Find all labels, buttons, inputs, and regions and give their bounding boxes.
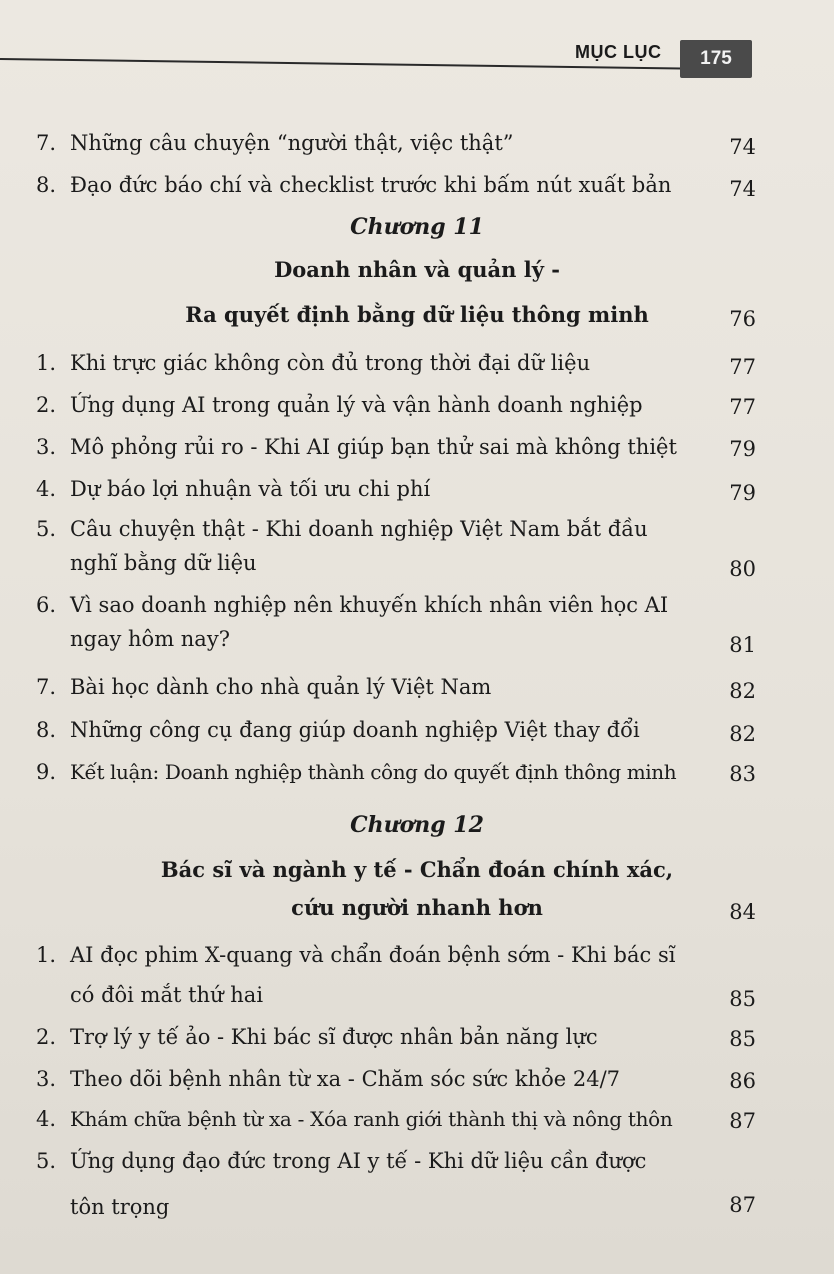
- entry-number: 9.: [36, 760, 57, 784]
- entry-number: 2.: [36, 393, 57, 417]
- entry-title-continued: có đôi mắt thứ hai: [70, 983, 264, 1007]
- toc-entry: [36, 432, 756, 462]
- entry-page: 74: [729, 135, 756, 159]
- entry-title: Vì sao doanh nghiệp nên khuyến khích nhân viên học AI: [70, 593, 669, 617]
- chapter-title-line2: cứu người nhanh hơn: [291, 895, 543, 920]
- entry-number: 2.: [36, 1025, 57, 1049]
- entry-page: 77: [729, 355, 756, 379]
- entry-title: Kết luận: Doanh nghiệp thành công do quyết định thông minh: [70, 760, 677, 784]
- entry-title: Đạo đức báo chí và checklist trước khi bấm nút xuất bản: [70, 173, 672, 197]
- entry-number: 3.: [36, 435, 57, 459]
- entry-title: Ứng dụng AI trong quản lý và vận hành doanh nghiệp: [70, 393, 643, 417]
- entry-number: 7.: [36, 675, 57, 699]
- toc-entry: [36, 590, 756, 662]
- entry-number: 5.: [36, 517, 57, 541]
- entry-page: 83: [729, 762, 756, 786]
- entry-page: 77: [729, 395, 756, 419]
- entry-page: 87: [729, 1109, 756, 1133]
- entry-page: 86: [729, 1069, 756, 1093]
- entry-title: AI đọc phim X-quang và chẩn đoán bệnh sớm - Khi bác sĩ: [70, 943, 676, 967]
- chapter-page: 84: [729, 900, 756, 924]
- entry-number: 7.: [36, 131, 57, 155]
- entry-title-continued: ngay hôm nay?: [70, 627, 230, 651]
- toc-entry: [36, 1064, 756, 1094]
- toc-entry: [36, 1104, 756, 1134]
- toc-entry: [36, 128, 756, 158]
- entry-number: 8.: [36, 718, 57, 742]
- entry-number: 4.: [36, 1107, 57, 1131]
- entry-page: 81: [729, 633, 756, 657]
- entry-page: 82: [729, 722, 756, 746]
- toc-entry: [36, 390, 756, 420]
- entry-number: 1.: [36, 351, 57, 375]
- entry-title-continued: nghĩ bằng dữ liệu: [70, 551, 257, 575]
- entry-title: Bài học dành cho nhà quản lý Việt Nam: [70, 675, 492, 699]
- chapter-label: Chương 11: [350, 214, 484, 240]
- toc-entry: [36, 715, 756, 745]
- entry-title: Dự báo lợi nhuận và tối ưu chi phí: [70, 477, 431, 501]
- entry-page: 87: [729, 1193, 756, 1217]
- toc-entry: [36, 757, 756, 787]
- entry-page: 85: [729, 987, 756, 1011]
- toc-entry: [36, 474, 756, 504]
- entry-page: 79: [729, 481, 756, 505]
- toc-entry: [36, 672, 756, 702]
- entry-page: 85: [729, 1027, 756, 1051]
- entry-page: 80: [729, 557, 756, 581]
- entry-number: 5.: [36, 1149, 57, 1173]
- entry-number: 8.: [36, 173, 57, 197]
- entry-page: 82: [729, 679, 756, 703]
- toc-entry: [36, 940, 756, 1012]
- entry-title-continued: tôn trọng: [70, 1195, 170, 1219]
- chapter-label: Chương 12: [350, 812, 484, 838]
- entry-page: 79: [729, 437, 756, 461]
- chapter-title-line2: Ra quyết định bằng dữ liệu thông minh: [185, 302, 649, 327]
- toc-entry: [36, 1146, 756, 1226]
- entry-title: Những câu chuyện “người thật, việc thật”: [70, 131, 514, 155]
- chapter-title-line1: Doanh nhân và quản lý -: [274, 257, 560, 282]
- toc-entry: [36, 1022, 756, 1052]
- entry-title: Khám chữa bệnh từ xa - Xóa ranh giới thành thị và nông thôn: [70, 1107, 673, 1131]
- chapter-title-line1: Bác sĩ và ngành y tế - Chẩn đoán chính xác,: [160, 857, 674, 882]
- toc-entry: [36, 514, 756, 586]
- page-number-badge: 175: [680, 40, 752, 78]
- entry-title: Những công cụ đang giúp doanh nghiệp Việt thay đổi: [70, 718, 640, 742]
- entry-number: 6.: [36, 593, 57, 617]
- entry-title: Câu chuyện thật - Khi doanh nghiệp Việt Nam bắt đầu: [70, 517, 648, 541]
- running-header-title: MỤC LỤC: [575, 42, 662, 62]
- chapter-page: 76: [729, 307, 756, 331]
- entry-number: 3.: [36, 1067, 57, 1091]
- entry-number: 4.: [36, 477, 57, 501]
- toc-entry: [36, 170, 756, 200]
- entry-page: 74: [729, 177, 756, 201]
- entry-title: Khi trực giác không còn đủ trong thời đại dữ liệu: [70, 351, 591, 375]
- entry-title: Trợ lý y tế ảo - Khi bác sĩ được nhân bản năng lực: [70, 1025, 598, 1049]
- entry-title: Theo dõi bệnh nhân từ xa - Chăm sóc sức khỏe 24/7: [70, 1067, 621, 1091]
- entry-title: Mô phỏng rủi ro - Khi AI giúp bạn thử sai mà không thiệt: [70, 435, 677, 459]
- toc-entry: [36, 348, 756, 378]
- entry-title: Ứng dụng đạo đức trong AI y tế - Khi dữ liệu cần được: [70, 1149, 647, 1173]
- entry-number: 1.: [36, 943, 57, 967]
